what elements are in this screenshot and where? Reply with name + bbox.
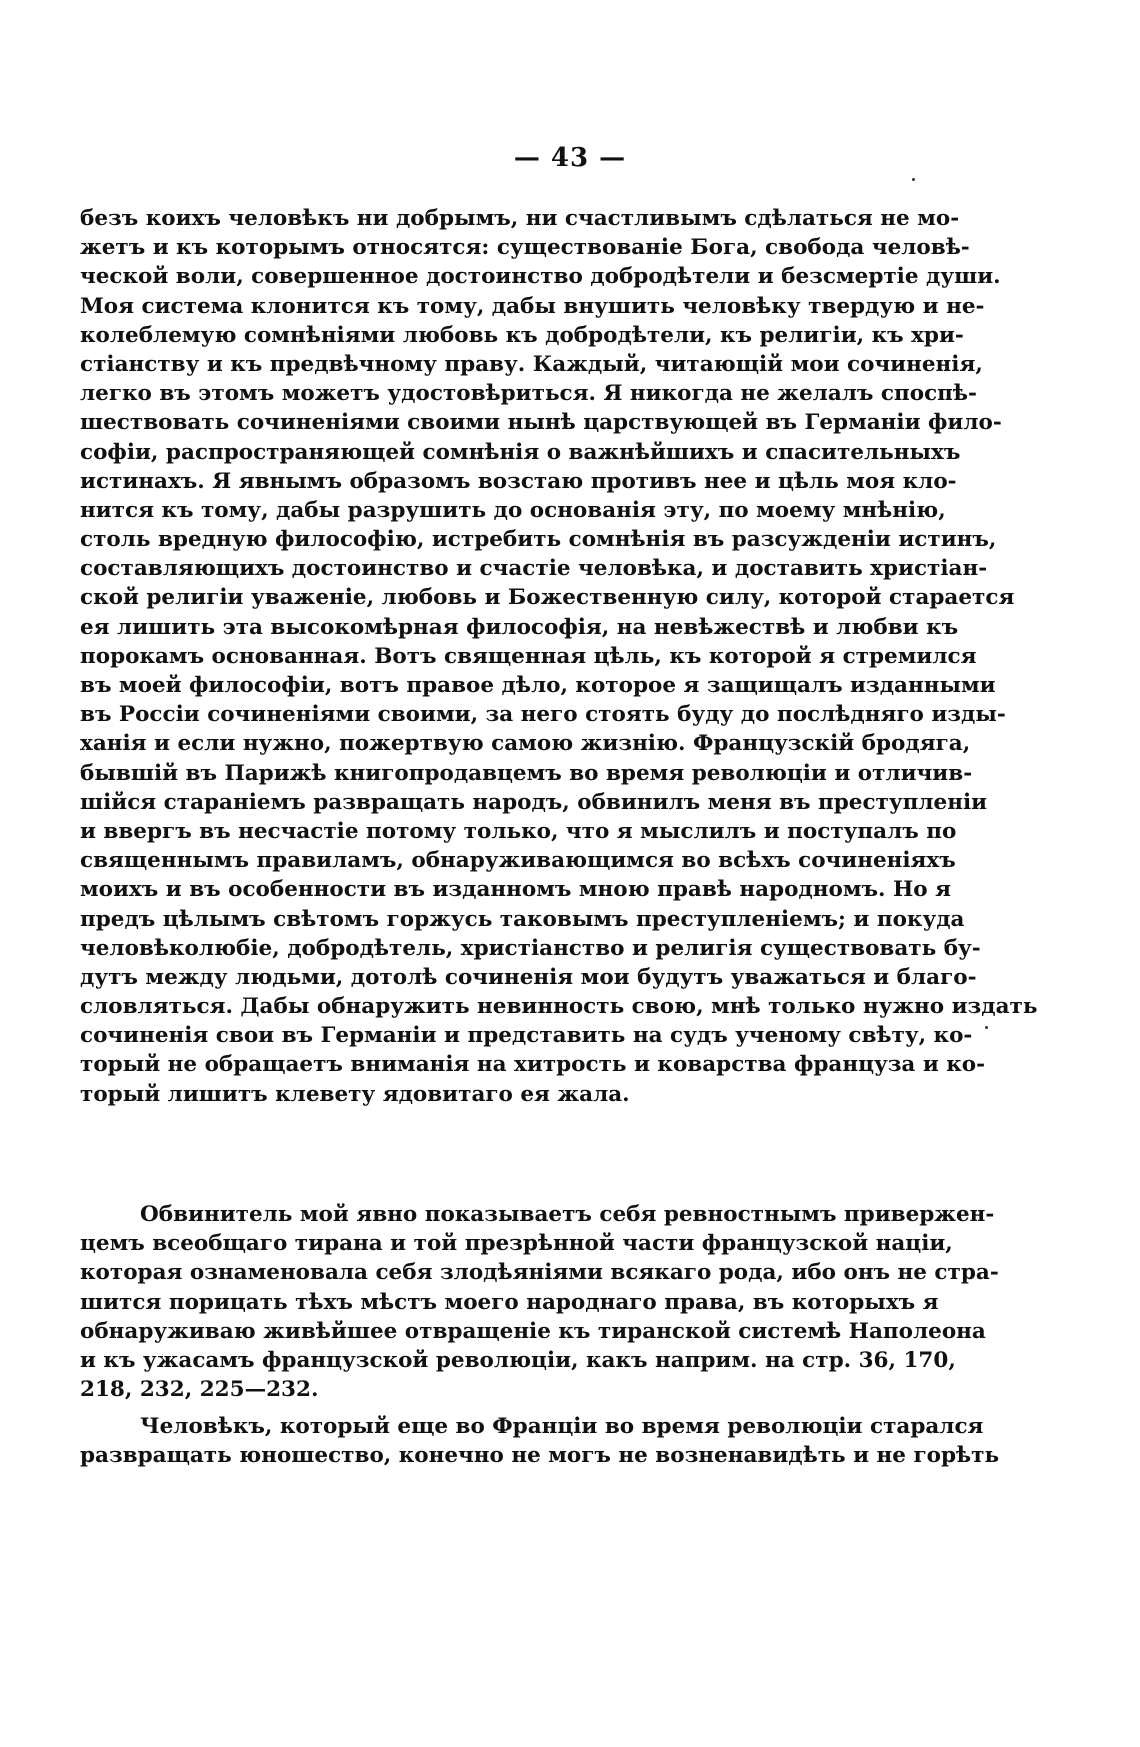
text-line: бывшій въ Парижѣ книгопродавцемъ во время революціи и отличив- — [80, 760, 973, 786]
text-line: Моя система клонится къ тому, дабы внушить человѣку твердую и не- — [80, 293, 985, 319]
text-line: въ моей философіи, вотъ правое дѣло, которое я защищалъ изданными — [80, 673, 996, 698]
text-line: и къ ужасамъ французской революціи, какъ наприм. на стр. 36, 170, — [80, 1347, 956, 1373]
text-line: столь вредную философію, истребить сомнѣнія въ разсужденіи истинъ, — [80, 527, 997, 553]
text-line: ской религіи уваженіе, любовь и Божественную силу, которой старается — [80, 585, 1015, 611]
print-speck — [985, 1026, 988, 1029]
text-line: ханія и если нужно, пожертвую самою жизнію. Французскій бродяга, — [80, 731, 971, 757]
text-line: безъ коихъ человѣкъ ни добрымъ, ни счастливымъ сдѣлаться не мо- — [80, 206, 960, 231]
text-line: истинахъ. Я явнымъ образомъ возстаю противъ нее и цѣль моя кло- — [80, 468, 957, 494]
text-line: ея лишить эта высокомѣрная философія, на невѣжествѣ и любви къ — [80, 614, 959, 640]
text-line: легко въ этомъ можетъ удостовѣриться. Я никогда не желалъ споспѣ- — [80, 381, 977, 407]
text-line: предъ цѣлымъ свѣтомъ горжусь таковымъ преступленіемъ; и покуда — [80, 906, 965, 932]
text-line: стіанству и къ предвѣчному праву. Каждый, читающій мои сочиненія, — [80, 351, 983, 377]
text-line: порокамъ основанная. Вотъ священная цѣль, къ которой я стремился — [80, 643, 977, 669]
text-line: развращать юношество, конечно не могъ не возненавидѣть и не горѣть — [80, 1443, 1000, 1469]
text-line: въ Россіи сочиненіями своими, за него стоять буду до послѣдняго изды- — [80, 702, 1006, 728]
paragraph-1 — [80, 204, 1038, 1109]
text-line: которая ознаменовала себя злодѣяніями всякаго рода, ибо онъ не стра- — [80, 1260, 999, 1286]
text-line: моихъ и въ особенности въ изданномъ мною правѣ народномъ. Но я — [80, 877, 952, 903]
page-number: — 43 — — [513, 143, 627, 173]
paragraph-3 — [80, 1412, 1000, 1470]
text-line: жетъ и къ которымъ относятся: существованіе Бога, свобода человѣ- — [80, 235, 970, 261]
text-line: священнымъ правиламъ, обнаруживающимся во всѣхъ сочиненіяхъ — [80, 848, 956, 874]
text-line: шествовать сочиненіями своими нынѣ царствующей въ Германіи фило- — [80, 410, 1002, 436]
text-line: 218, 232, 225—232. — [80, 1377, 319, 1403]
text-line: словляться. Дабы обнаружить невинность свою, мнѣ только нужно издать — [80, 994, 1038, 1020]
text-line: шится порицать тѣхъ мѣстъ моего народнаго права, въ которыхъ я — [80, 1289, 939, 1315]
text-line: торый не обращаетъ вниманія на хитрость и коварства француза и ко- — [80, 1052, 986, 1078]
text-line: цемъ всеобщаго тирана и той презрѣнной части французской націи, — [80, 1231, 953, 1257]
text-line: ческой воли, совершенное достоинство добродѣтели и безсмертіе души. — [80, 264, 1001, 290]
text-line: нится къ тому, дабы разрушить до основанія эту, по моему мнѣнію, — [80, 497, 946, 523]
text-line: Человѣкъ, который еще во Франціи во время революціи старался — [140, 1414, 984, 1439]
text-line: и ввергъ въ несчастіе потому только, что я мыслилъ и поступалъ по — [80, 818, 957, 844]
print-speck — [912, 178, 915, 181]
text-line: обнаруживаю живѣйшее отвращеніе къ тиранской системѣ Наполеона — [80, 1318, 986, 1344]
text-line: сочиненія свои въ Германіи и представить на судъ ученому свѣту, ко- — [80, 1023, 973, 1049]
text-line: человѣколюбіе, добродѣтель, христіанство и религія существовать бу- — [80, 935, 981, 961]
text-line: составляющихъ достоинство и счастіе человѣка, и доставить христіан- — [80, 556, 988, 582]
text-line: торый лишитъ клевету ядовитаго ея жала. — [80, 1081, 630, 1107]
text-line: дутъ между людьми, дотолѣ сочиненія мои будутъ уважаться и благо- — [80, 964, 977, 990]
text-line: Обвинитель мой явно показываетъ себя ревностнымъ привержен- — [140, 1202, 995, 1227]
paragraph-2 — [80, 1200, 999, 1404]
text-line: колеблемую сомнѣніями любовь къ добродѣтели, къ религіи, къ хри- — [80, 322, 964, 348]
text-line: шійся стараніемъ развращать народъ, обвинилъ меня въ преступленіи — [80, 789, 988, 815]
text-line: софіи, распространяющей сомнѣнія о важнѣйшихъ и спасительныхъ — [80, 439, 961, 465]
